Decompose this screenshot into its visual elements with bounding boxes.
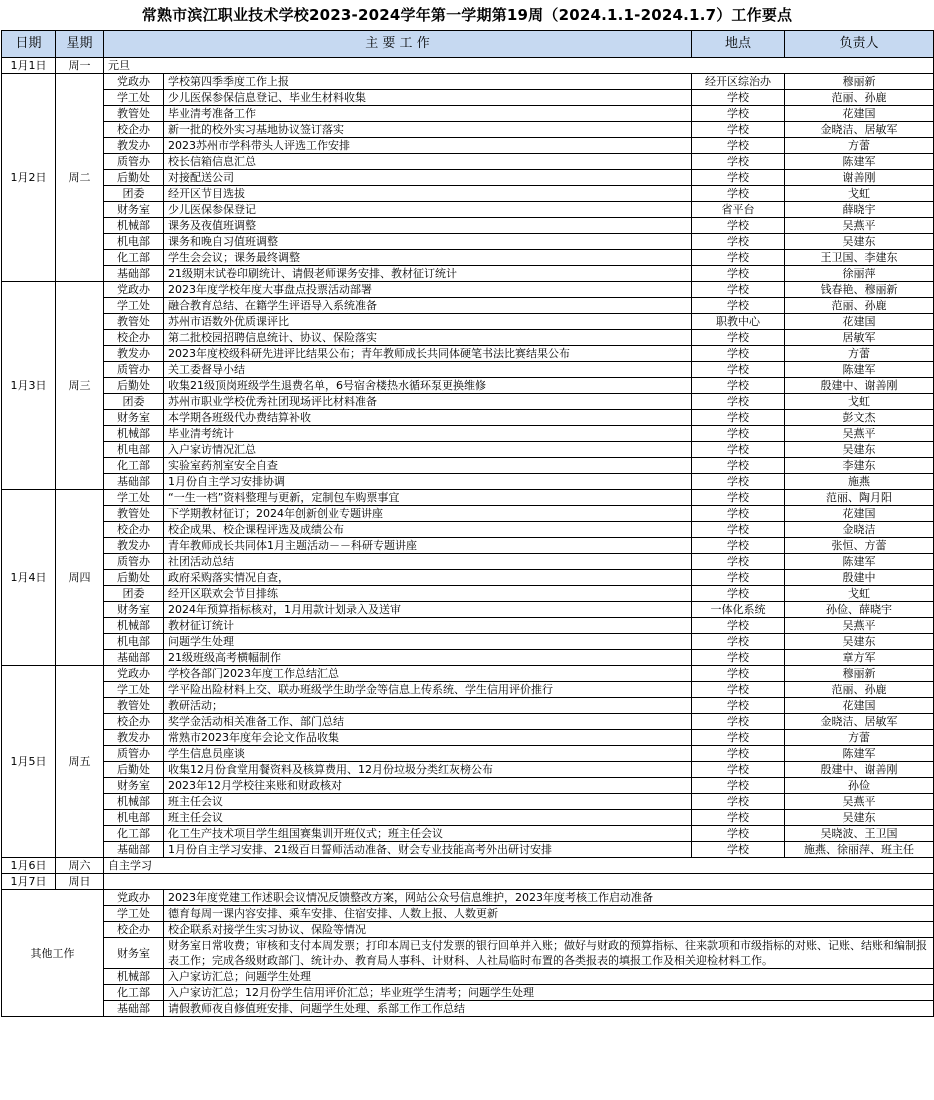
person-cell: 薛晓宇 [785,202,934,218]
table-row [2,522,934,538]
dept-cell: 党政办 [104,282,164,298]
dept-cell: 学工处 [104,682,164,698]
work-cell: 问题学生处理 [164,634,692,650]
place-cell: 学校 [692,90,785,106]
work-cell: 实验室药剂室安全自查 [164,458,692,474]
schedule-body [2,58,934,1017]
dept-cell: 机电部 [104,234,164,250]
table-row [2,266,934,282]
dept-cell: 基础部 [104,474,164,490]
work-cell: 入户家访情况汇总 [164,442,692,458]
weekday-cell: 周二 [56,74,104,282]
dept-cell: 机电部 [104,442,164,458]
date-cell: 1月7日 [2,874,56,890]
place-cell: 学校 [692,714,785,730]
table-row [2,682,934,698]
person-cell: 吴燕平 [785,794,934,810]
table-row [2,234,934,250]
table-row [2,570,934,586]
person-cell: 范丽、孙鹿 [785,682,934,698]
person-cell: 吴建东 [785,234,934,250]
person-cell: 花建国 [785,106,934,122]
dept-cell: 教管处 [104,106,164,122]
dept-cell: 党政办 [104,666,164,682]
place-cell: 学校 [692,826,785,842]
table-row [2,362,934,378]
work-cell: 1月份自主学习安排、21级百日誓师活动准备、财会专业技能高考外出研讨安排 [164,842,692,858]
table-row [2,202,934,218]
work-cell: 2023年度学校年度大事盘点投票活动部署 [164,282,692,298]
dept-cell: 机械部 [104,618,164,634]
table-row [2,138,934,154]
work-cell: 学校各部门2023年度工作总结汇总 [164,666,692,682]
table-row [2,170,934,186]
table-row [2,282,934,298]
other-work-cell: 德育每周一课内容安排、乘车安排、住宿安排、人数上报、人数更新 [164,906,934,922]
dept-cell: 后勤处 [104,570,164,586]
table-row [2,122,934,138]
dept-cell: 财务室 [104,602,164,618]
other-work-cell: 校企联系对接学生实习协议、保险等情况 [164,922,934,938]
dept-cell: 校企办 [104,522,164,538]
person-cell: 吴建东 [785,442,934,458]
place-cell: 学校 [692,842,785,858]
work-cell: 少儿医保参保登记 [164,202,692,218]
table-row [2,346,934,362]
weekday-cell: 周三 [56,282,104,490]
place-cell: 学校 [692,586,785,602]
place-cell: 学校 [692,762,785,778]
place-cell: 学校 [692,810,785,826]
person-cell: 陈建军 [785,154,934,170]
place-cell: 学校 [692,282,785,298]
dept-cell: 质管办 [104,554,164,570]
dept-cell: 化工部 [104,250,164,266]
work-cell: 下学期教材征订；2024年创新创业专题讲座 [164,506,692,522]
person-cell: 吴建东 [785,810,934,826]
dept-cell: 校企办 [104,922,164,938]
dept-cell: 基础部 [104,266,164,282]
other-row [2,969,934,985]
place-cell: 学校 [692,538,785,554]
dept-cell: 教管处 [104,698,164,714]
dept-cell: 学工处 [104,490,164,506]
work-cell: 课务和晚自习值班调整 [164,234,692,250]
other-work-cell: 财务室日常收费；审核和支付本周发票；打印本周已支付发票的银行回单并入账；做好与财政的预算指标、往来款项和市级指标的对账、记账、结账和编制报表工作；完成各级财政部门、统计办、教育局人事科、计财科、人社局临时布置的各类报表的填报工作及相关迎检材料工作。 [164,938,934,969]
place-cell: 学校 [692,698,785,714]
person-cell: 戈虹 [785,186,934,202]
person-cell: 金晓洁 [785,522,934,538]
other-row [2,1001,934,1017]
person-cell: 戈虹 [785,586,934,602]
dept-cell: 教发办 [104,730,164,746]
person-cell: 孙俭、薛晓宇 [785,602,934,618]
work-cell: 本学期各班级代办费结算补收 [164,410,692,426]
table-row [2,314,934,330]
work-cell: 收集12月份食堂用餐资料及核算费用、12月份垃圾分类红灰榜公布 [164,762,692,778]
dept-cell: 机电部 [104,810,164,826]
person-cell: 徐丽萍 [785,266,934,282]
schedule-table [1,30,934,1017]
place-cell: 学校 [692,186,785,202]
dept-cell: 后勤处 [104,762,164,778]
table-row [2,250,934,266]
other-work-cell: 入户家访汇总；问题学生处理 [164,969,934,985]
place-cell: 学校 [692,666,785,682]
header-person: 负责人 [785,31,934,58]
work-cell: 2023苏州市学科带头人评选工作安排 [164,138,692,154]
other-work-cell: 2023年度党建工作述职会议情况反馈整改方案，网站公众号信息维护，2023年度考核工作启动准备 [164,890,934,906]
work-cell: 学生信息员座谈 [164,746,692,762]
person-cell: 孙俭 [785,778,934,794]
dept-cell: 财务室 [104,778,164,794]
table-row [2,218,934,234]
dept-cell: 学工处 [104,90,164,106]
place-cell: 学校 [692,746,785,762]
date-cell: 1月4日 [2,490,56,666]
weekday-cell: 周六 [56,858,104,874]
person-cell: 吴晓波、王卫国 [785,826,934,842]
place-cell: 省平台 [692,202,785,218]
dept-cell: 教发办 [104,138,164,154]
person-cell: 王卫国、李建东 [785,250,934,266]
dept-cell: 基础部 [104,1001,164,1017]
work-cell: 学生会会议；课务最终调整 [164,250,692,266]
work-cell: 校企成果、校企课程评选及成绩公布 [164,522,692,538]
weekday-cell: 周五 [56,666,104,858]
table-row [2,618,934,634]
person-cell: 吴建东 [785,634,934,650]
place-cell: 学校 [692,794,785,810]
dept-cell: 党政办 [104,74,164,90]
work-cell: 校长信箱信息汇总 [164,154,692,170]
work-cell: 教研活动； [164,698,692,714]
table-row [2,586,934,602]
table-row [2,538,934,554]
table-row [2,426,934,442]
header-place: 地点 [692,31,785,58]
person-cell: 钱春艳、穆丽新 [785,282,934,298]
dept-cell: 机电部 [104,634,164,650]
dept-cell: 党政办 [104,890,164,906]
work-cell: 班主任会议 [164,810,692,826]
table-row [2,154,934,170]
dept-cell: 质管办 [104,154,164,170]
dept-cell: 教发办 [104,346,164,362]
header-weekday: 星期 [56,31,104,58]
table-row [2,410,934,426]
person-cell: 施燕 [785,474,934,490]
page-title: 常熟市滨江职业技术学校2023-2024学年第一学期第19周（2024.1.1-2024.1.7）工作要点 [141,6,793,24]
table-row [2,394,934,410]
place-cell: 学校 [692,154,785,170]
dept-cell: 基础部 [104,650,164,666]
table-row [2,762,934,778]
other-row [2,922,934,938]
work-cell: 收集21级顶岗班级学生退费名单，6号宿舍楼热水循环泵更换维修 [164,378,692,394]
table-row [2,634,934,650]
place-cell: 学校 [692,250,785,266]
date-cell: 1月5日 [2,666,56,858]
person-cell: 章方军 [785,650,934,666]
dept-cell: 机械部 [104,426,164,442]
place-cell: 学校 [692,570,785,586]
work-cell: 政府采购落实情况自查， [164,570,692,586]
dept-cell: 后勤处 [104,378,164,394]
person-cell: 陈建军 [785,746,934,762]
work-cell: 对接配送公司 [164,170,692,186]
dept-cell: 团委 [104,394,164,410]
table-row [2,90,934,106]
date-cell: 1月2日 [2,74,56,282]
table-row [2,554,934,570]
table-row [2,746,934,762]
work-cell: 第二批校园招聘信息统计、协议、保险落实 [164,330,692,346]
dept-cell: 教发办 [104,538,164,554]
work-cell: 21级期末试卷印刷统计、请假老师课务安排、教材征订统计 [164,266,692,282]
table-row [2,74,934,90]
place-cell: 学校 [692,618,785,634]
work-cell: 经开区联欢会节目排练 [164,586,692,602]
work-cell: 奖学金活动相关准备工作、部门总结 [164,714,692,730]
place-cell: 学校 [692,346,785,362]
place-cell: 学校 [692,138,785,154]
place-cell: 学校 [692,490,785,506]
table-row [2,826,934,842]
person-cell: 殷建中、谢善刚 [785,762,934,778]
work-cell: 毕业清考统计 [164,426,692,442]
place-cell: 职教中心 [692,314,785,330]
table-row [2,698,934,714]
date-cell: 1月3日 [2,282,56,490]
dept-cell: 校企办 [104,714,164,730]
day-row [2,58,934,74]
place-cell: 经开区综治办 [692,74,785,90]
place-cell: 学校 [692,554,785,570]
weekday-cell: 周日 [56,874,104,890]
day-row [2,874,934,890]
table-row [2,650,934,666]
dept-cell: 机械部 [104,794,164,810]
work-cell: 2023年12月学校往来账和财政核对 [164,778,692,794]
person-cell: 花建国 [785,698,934,714]
table-row [2,474,934,490]
work-cell: 21级班级高考横幅制作 [164,650,692,666]
dept-cell: 化工部 [104,458,164,474]
place-cell: 学校 [692,458,785,474]
dept-cell: 校企办 [104,122,164,138]
dept-cell: 学工处 [104,906,164,922]
dept-cell: 财务室 [104,410,164,426]
table-row [2,458,934,474]
place-cell: 学校 [692,218,785,234]
dept-cell: 基础部 [104,842,164,858]
work-cell: 2023年度校级科研先进评比结果公布；青年教师成长共同体硬笔书法比赛结果公布 [164,346,692,362]
place-cell: 学校 [692,106,785,122]
dept-cell: 财务室 [104,202,164,218]
person-cell: 殷建中 [785,570,934,586]
person-cell: 范丽、孙鹿 [785,90,934,106]
person-cell: 戈虹 [785,394,934,410]
place-cell: 学校 [692,266,785,282]
person-cell: 张恒、方蕾 [785,538,934,554]
weekday-cell: 周四 [56,490,104,666]
table-row [2,714,934,730]
date-cell: 1月6日 [2,858,56,874]
table-row [2,330,934,346]
other-row [2,938,934,969]
table-row [2,730,934,746]
place-cell: 学校 [692,474,785,490]
day-note-cell [104,874,934,890]
dept-cell: 后勤处 [104,170,164,186]
work-cell: 苏州市职业学校优秀社团现场评比材料准备 [164,394,692,410]
person-cell: 施燕、徐丽萍、班主任 [785,842,934,858]
place-cell: 学校 [692,362,785,378]
person-cell: 居敏军 [785,330,934,346]
table-row [2,666,934,682]
work-cell: 社团活动总结 [164,554,692,570]
place-cell: 学校 [692,442,785,458]
dept-cell: 财务室 [104,938,164,969]
table-row [2,490,934,506]
date-cell: 1月1日 [2,58,56,74]
work-cell: 2024年预算指标核对，1月用款计划录入及送审 [164,602,692,618]
person-cell: 吴燕平 [785,426,934,442]
person-cell: 金晓洁、居敏军 [785,122,934,138]
place-cell: 学校 [692,394,785,410]
dept-cell: 教管处 [104,314,164,330]
person-cell: 李建东 [785,458,934,474]
dept-cell: 团委 [104,586,164,602]
table-row [2,442,934,458]
person-cell: 彭文杰 [785,410,934,426]
other-row [2,985,934,1001]
work-cell: 经开区节目选拔 [164,186,692,202]
table-row [2,602,934,618]
place-cell: 学校 [692,330,785,346]
other-work-cell: 入户家访汇总；12月份学生信用评价汇总；毕业班学生清考；问题学生处理 [164,985,934,1001]
place-cell: 学校 [692,682,785,698]
dept-cell: 教管处 [104,506,164,522]
work-cell: 学校第四季季度工作上报 [164,74,692,90]
dept-cell: 质管办 [104,362,164,378]
person-cell: 方蕾 [785,138,934,154]
place-cell: 学校 [692,170,785,186]
day-row [2,858,934,874]
other-work-cell: 请假教师夜自修值班安排、问题学生处理、系部工作工作总结 [164,1001,934,1017]
header-row [2,31,934,58]
work-cell: 学平险出险材料上交、联办班级学生助学金等信息上传系统、学生信用评价推行 [164,682,692,698]
dept-cell: 质管办 [104,746,164,762]
day-note-cell: 元旦 [104,58,934,74]
place-cell: 学校 [692,410,785,426]
place-cell: 学校 [692,378,785,394]
place-cell: 学校 [692,730,785,746]
work-cell: 毕业清考准备工作 [164,106,692,122]
weekday-cell: 周一 [56,58,104,74]
person-cell: 方蕾 [785,346,934,362]
place-cell: 学校 [692,122,785,138]
dept-cell: 机械部 [104,218,164,234]
work-cell: “一生一档”资料整理与更新，定制包车购票事宜 [164,490,692,506]
work-cell: 班主任会议 [164,794,692,810]
person-cell: 吴燕平 [785,218,934,234]
place-cell: 学校 [692,650,785,666]
person-cell: 穆丽新 [785,74,934,90]
work-cell: 教材征订统计 [164,618,692,634]
person-cell: 穆丽新 [785,666,934,682]
other-row [2,906,934,922]
dept-cell: 学工处 [104,298,164,314]
header-date: 日期 [2,31,56,58]
work-cell: 融合教育总结、在籍学生评语导入系统准备 [164,298,692,314]
person-cell: 花建国 [785,314,934,330]
table-row [2,842,934,858]
work-cell: 1月份自主学习安排协调 [164,474,692,490]
table-row [2,810,934,826]
person-cell: 谢善刚 [785,170,934,186]
work-cell: 少儿医保参保信息登记、毕业生材料收集 [164,90,692,106]
work-cell: 化工生产技术项目学生组国赛集训开班仪式；班主任会议 [164,826,692,842]
place-cell: 学校 [692,778,785,794]
person-cell: 吴燕平 [785,618,934,634]
table-row [2,794,934,810]
dept-cell: 化工部 [104,826,164,842]
work-cell: 常熟市2023年度年会论文作品收集 [164,730,692,746]
header-work: 主 要 工 作 [104,31,692,58]
dept-cell: 团委 [104,186,164,202]
dept-cell: 校企办 [104,330,164,346]
person-cell: 殷建中、谢善刚 [785,378,934,394]
place-cell: 学校 [692,522,785,538]
person-cell: 范丽、陶月阳 [785,490,934,506]
table-row [2,778,934,794]
other-label-cell: 其他工作 [2,890,104,1017]
table-row [2,506,934,522]
work-cell: 课务及夜值班调整 [164,218,692,234]
person-cell: 方蕾 [785,730,934,746]
person-cell: 陈建军 [785,362,934,378]
person-cell: 陈建军 [785,554,934,570]
work-cell: 苏州市语数外优质课评比 [164,314,692,330]
place-cell: 学校 [692,298,785,314]
place-cell: 学校 [692,506,785,522]
table-row [2,298,934,314]
person-cell: 金晓洁、居敏军 [785,714,934,730]
table-row [2,106,934,122]
table-row [2,186,934,202]
dept-cell: 化工部 [104,985,164,1001]
work-cell: 关工委督导小结 [164,362,692,378]
day-note-cell: 自主学习 [104,858,934,874]
dept-cell: 机械部 [104,969,164,985]
person-cell: 花建国 [785,506,934,522]
person-cell: 范丽、孙鹿 [785,298,934,314]
place-cell: 学校 [692,426,785,442]
other-row [2,890,934,906]
place-cell: 学校 [692,634,785,650]
table-row [2,378,934,394]
work-cell: 新一批的校外实习基地协议签订落实 [164,122,692,138]
work-cell: 青年教师成长共同体1月主题活动－－科研专题讲座 [164,538,692,554]
place-cell: 一体化系统 [692,602,785,618]
place-cell: 学校 [692,234,785,250]
